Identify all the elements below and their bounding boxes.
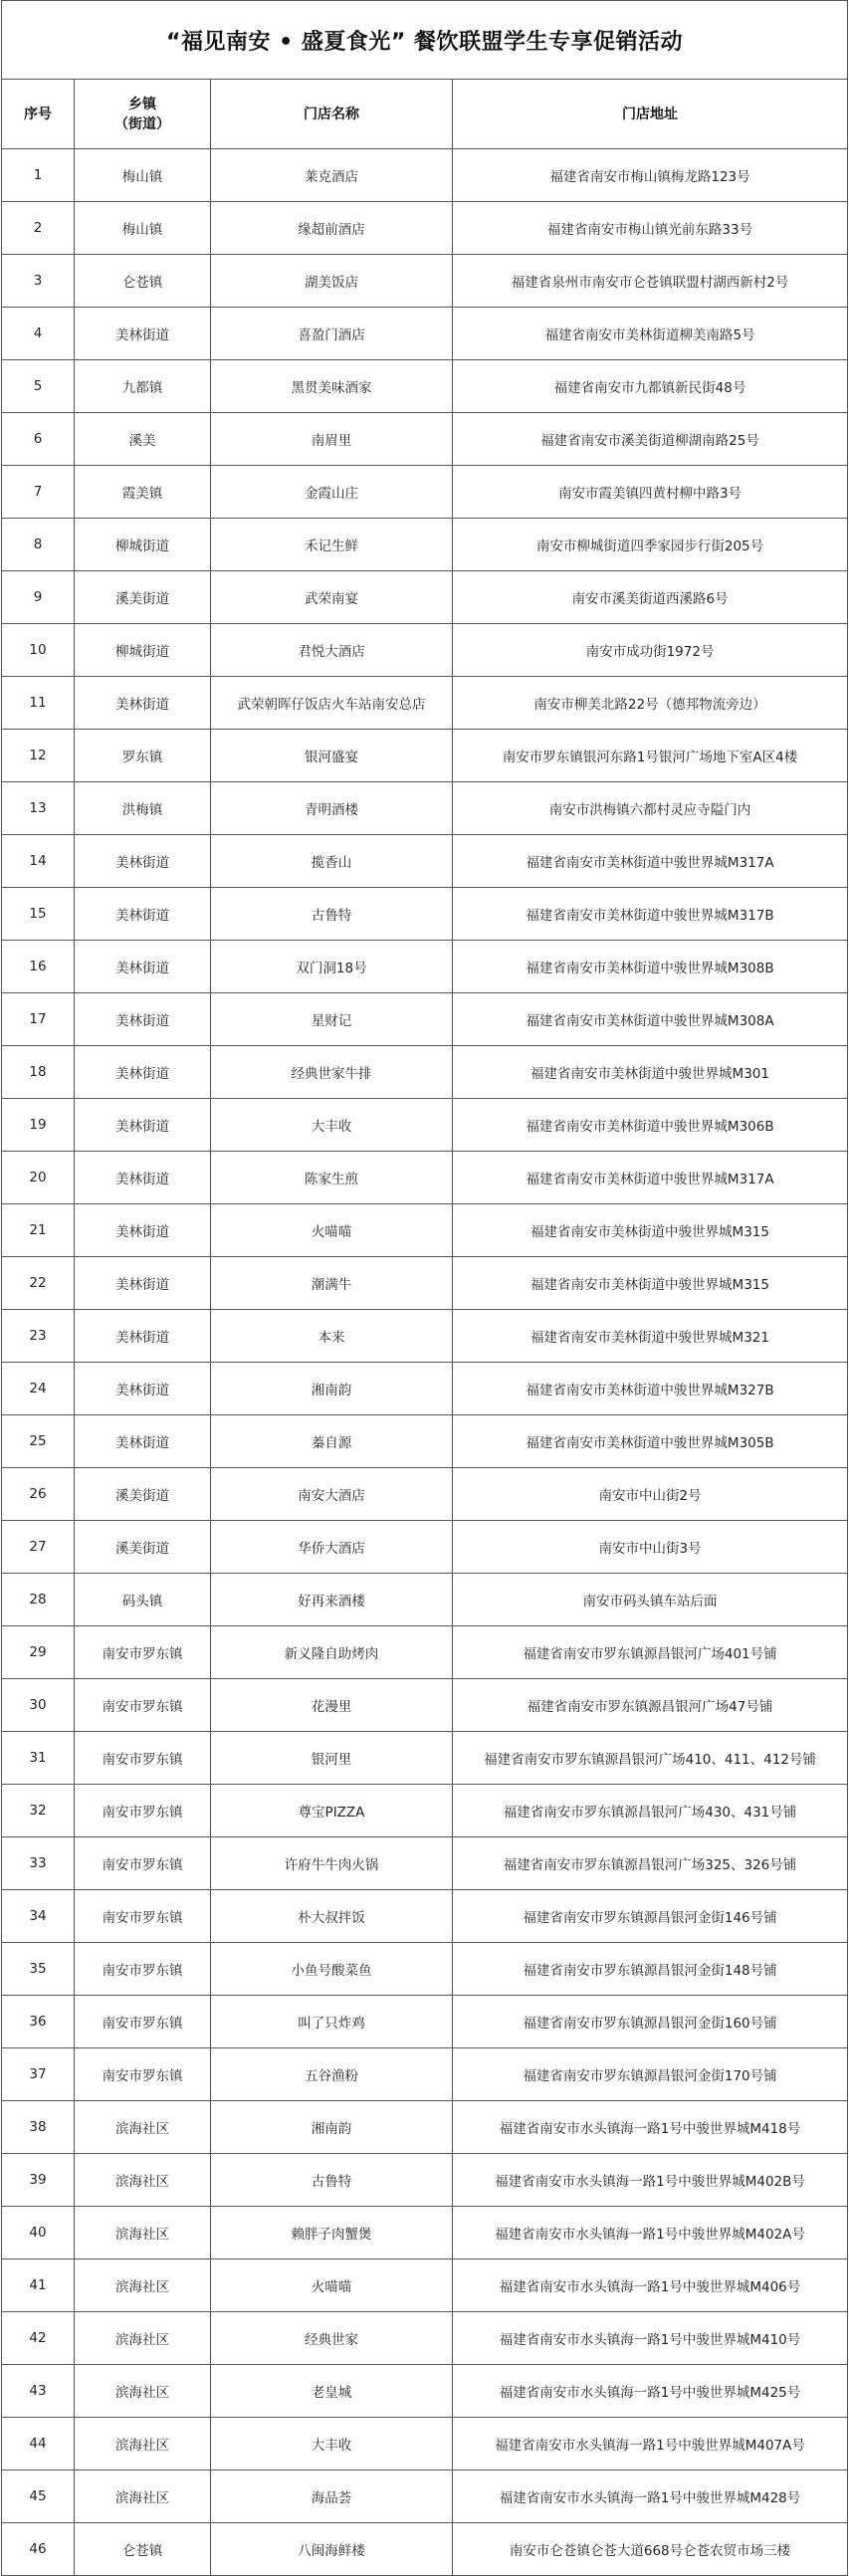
row-no: 20 bbox=[2, 1152, 75, 1204]
row-address: 福建省南安市罗东镇源昌银河金街148号铺 bbox=[453, 1943, 848, 1996]
row-address: 南安市柳城街道四季家园步行街205号 bbox=[453, 519, 848, 571]
row-town: 柳城街道 bbox=[75, 519, 211, 571]
row-shop-name: 赖胖子肉蟹煲 bbox=[211, 2207, 453, 2259]
row-town: 洪梅镇 bbox=[75, 782, 211, 835]
row-no: 23 bbox=[2, 1310, 75, 1363]
row-town: 溪美街道 bbox=[75, 571, 211, 624]
row-town: 美林街道 bbox=[75, 1363, 211, 1415]
row-shop-name: 许府牛牛肉火锅 bbox=[211, 1837, 453, 1890]
row-town: 滨海社区 bbox=[75, 2154, 211, 2207]
row-address: 福建省南安市罗东镇源昌银河金街170号铺 bbox=[453, 2048, 848, 2101]
table-row bbox=[2, 1204, 848, 1257]
row-town: 美林街道 bbox=[75, 993, 211, 1046]
table-row bbox=[2, 2312, 848, 2365]
table-row bbox=[2, 1046, 848, 1099]
row-address: 福建省南安市水头镇海一路1号中骏世界城M402A号 bbox=[453, 2207, 848, 2259]
table-row bbox=[2, 413, 848, 466]
row-no: 5 bbox=[2, 360, 75, 413]
row-no: 46 bbox=[2, 2523, 75, 2576]
row-address: 福建省南安市梅山镇光前东路33号 bbox=[453, 202, 848, 255]
table-row bbox=[2, 1152, 848, 1204]
row-no: 24 bbox=[2, 1363, 75, 1415]
table-row bbox=[2, 571, 848, 624]
row-address: 福建省南安市水头镇海一路1号中骏世界城M425号 bbox=[453, 2365, 848, 2418]
row-shop-name: 经典世家牛排 bbox=[211, 1046, 453, 1099]
row-address: 南安市中山街3号 bbox=[453, 1521, 848, 1574]
table-row bbox=[2, 993, 848, 1046]
row-address: 南安市洪梅镇六都村灵应寺隘门内 bbox=[453, 782, 848, 835]
row-address: 南安市溪美街道西溪路6号 bbox=[453, 571, 848, 624]
row-no: 18 bbox=[2, 1046, 75, 1099]
row-town: 美林街道 bbox=[75, 888, 211, 941]
row-address: 福建省南安市美林街道中骏世界城M317A bbox=[453, 835, 848, 888]
row-address: 福建省南安市罗东镇源昌银河广场430、431号铺 bbox=[453, 1785, 848, 1837]
row-address: 福建省南安市溪美街道柳湖南路25号 bbox=[453, 413, 848, 466]
row-town: 美林街道 bbox=[75, 1257, 211, 1310]
table-row bbox=[2, 2048, 848, 2101]
row-no: 2 bbox=[2, 202, 75, 255]
row-address: 福建省南安市水头镇海一路1号中骏世界城M402B号 bbox=[453, 2154, 848, 2207]
table-title: “福见南安 • 盛夏食光” 餐饮联盟学生专享促销活动 bbox=[2, 1, 848, 80]
row-town: 美林街道 bbox=[75, 1204, 211, 1257]
table-row bbox=[2, 1732, 848, 1785]
row-shop-name: 南安大酒店 bbox=[211, 1468, 453, 1521]
table-row bbox=[2, 1099, 848, 1152]
row-address: 福建省南安市梅山镇梅龙路123号 bbox=[453, 149, 848, 202]
row-shop-name: 金霞山庄 bbox=[211, 466, 453, 519]
row-town: 美林街道 bbox=[75, 1415, 211, 1468]
row-town: 滨海社区 bbox=[75, 2259, 211, 2312]
table-row bbox=[2, 149, 848, 202]
row-no: 38 bbox=[2, 2101, 75, 2154]
row-address: 福建省南安市罗东镇源昌银河金街146号铺 bbox=[453, 1890, 848, 1943]
row-shop-name: 古鲁特 bbox=[211, 2154, 453, 2207]
row-shop-name: 好再来酒楼 bbox=[211, 1574, 453, 1626]
row-shop-name: 叫了只炸鸡 bbox=[211, 1996, 453, 2048]
row-town: 仑苍镇 bbox=[75, 2523, 211, 2576]
row-no: 8 bbox=[2, 519, 75, 571]
row-shop-name: 经典世家 bbox=[211, 2312, 453, 2365]
row-shop-name: 武荣南宴 bbox=[211, 571, 453, 624]
row-town: 南安市罗东镇 bbox=[75, 1679, 211, 1732]
row-no: 21 bbox=[2, 1204, 75, 1257]
row-address: 福建省南安市美林街道中骏世界城M308B bbox=[453, 941, 848, 993]
row-shop-name: 尊宝PIZZA bbox=[211, 1785, 453, 1837]
row-address: 福建省南安市水头镇海一路1号中骏世界城M407A号 bbox=[453, 2418, 848, 2470]
row-shop-name: 银河里 bbox=[211, 1732, 453, 1785]
row-no: 11 bbox=[2, 677, 75, 730]
table-row bbox=[2, 202, 848, 255]
row-shop-name: 火喵喵 bbox=[211, 2259, 453, 2312]
row-shop-name: 湘南韵 bbox=[211, 1363, 453, 1415]
row-shop-name: 揽香山 bbox=[211, 835, 453, 888]
row-no: 41 bbox=[2, 2259, 75, 2312]
table-row bbox=[2, 2259, 848, 2312]
row-town: 美林街道 bbox=[75, 835, 211, 888]
row-town: 罗东镇 bbox=[75, 730, 211, 782]
table-row bbox=[2, 2154, 848, 2207]
row-address: 福建省南安市美林街道中骏世界城M301 bbox=[453, 1046, 848, 1099]
row-shop-name: 朴大叔拌饭 bbox=[211, 1890, 453, 1943]
row-shop-name: 大丰收 bbox=[211, 1099, 453, 1152]
row-address: 南安市码头镇车站后面 bbox=[453, 1574, 848, 1626]
row-address: 南安市中山街2号 bbox=[453, 1468, 848, 1521]
row-address: 福建省南安市九都镇新民街48号 bbox=[453, 360, 848, 413]
row-shop-name: 海品荟 bbox=[211, 2470, 453, 2523]
row-no: 35 bbox=[2, 1943, 75, 1996]
row-no: 34 bbox=[2, 1890, 75, 1943]
row-address: 南安市成功街1972号 bbox=[453, 624, 848, 677]
row-address: 福建省南安市水头镇海一路1号中骏世界城M406号 bbox=[453, 2259, 848, 2312]
table-row bbox=[2, 1943, 848, 1996]
row-no: 31 bbox=[2, 1732, 75, 1785]
table-row bbox=[2, 466, 848, 519]
table-row bbox=[2, 2207, 848, 2259]
row-no: 25 bbox=[2, 1415, 75, 1468]
row-shop-name: 花漫里 bbox=[211, 1679, 453, 1732]
row-address: 福建省南安市美林街道中骏世界城M315 bbox=[453, 1257, 848, 1310]
row-address: 福建省南安市罗东镇源昌银河金街160号铺 bbox=[453, 1996, 848, 2048]
header-row bbox=[2, 80, 848, 149]
row-town: 美林街道 bbox=[75, 1310, 211, 1363]
row-shop-name: 喜盈门酒店 bbox=[211, 308, 453, 360]
row-town: 滨海社区 bbox=[75, 2365, 211, 2418]
row-address: 福建省南安市罗东镇源昌银河广场47号铺 bbox=[453, 1679, 848, 1732]
row-shop-name: 新义隆自助烤肉 bbox=[211, 1626, 453, 1679]
row-town: 美林街道 bbox=[75, 1099, 211, 1152]
row-shop-name: 古鲁特 bbox=[211, 888, 453, 941]
row-no: 39 bbox=[2, 2154, 75, 2207]
row-address: 南安市罗东镇银河东路1号银河广场地下室A区4楼 bbox=[453, 730, 848, 782]
row-address: 福建省南安市美林街道中骏世界城M315 bbox=[453, 1204, 848, 1257]
row-no: 7 bbox=[2, 466, 75, 519]
row-address: 福建省南安市美林街道中骏世界城M327B bbox=[453, 1363, 848, 1415]
row-town: 溪美街道 bbox=[75, 1521, 211, 1574]
table-row bbox=[2, 1257, 848, 1310]
row-shop-name: 禾记生鲜 bbox=[211, 519, 453, 571]
row-no: 13 bbox=[2, 782, 75, 835]
table-row bbox=[2, 2523, 848, 2576]
table-row bbox=[2, 730, 848, 782]
row-address: 福建省南安市美林街道中骏世界城M306B bbox=[453, 1099, 848, 1152]
row-town: 南安市罗东镇 bbox=[75, 1732, 211, 1785]
table-row bbox=[2, 677, 848, 730]
table-row bbox=[2, 308, 848, 360]
table-row bbox=[2, 1310, 848, 1363]
row-no: 27 bbox=[2, 1521, 75, 1574]
row-shop-name: 湖美饭店 bbox=[211, 255, 453, 308]
row-shop-name: 星财记 bbox=[211, 993, 453, 1046]
table-row bbox=[2, 888, 848, 941]
row-shop-name: 君悦大酒店 bbox=[211, 624, 453, 677]
row-shop-name: 武荣朝晖仔饭店火车站南安总店 bbox=[211, 677, 453, 730]
row-shop-name: 银河盛宴 bbox=[211, 730, 453, 782]
row-no: 6 bbox=[2, 413, 75, 466]
header-town-line1: 乡镇 bbox=[128, 96, 156, 112]
row-address: 福建省南安市美林街道中骏世界城M308A bbox=[453, 993, 848, 1046]
row-address: 福建省南安市罗东镇源昌银河广场325、326号铺 bbox=[453, 1837, 848, 1890]
row-address: 福建省南安市罗东镇源昌银河广场401号铺 bbox=[453, 1626, 848, 1679]
table-row bbox=[2, 1890, 848, 1943]
header-town bbox=[75, 80, 211, 149]
row-no: 42 bbox=[2, 2312, 75, 2365]
table-row bbox=[2, 1574, 848, 1626]
row-address: 福建省南安市美林街道柳美南路5号 bbox=[453, 308, 848, 360]
row-no: 9 bbox=[2, 571, 75, 624]
row-no: 43 bbox=[2, 2365, 75, 2418]
row-no: 15 bbox=[2, 888, 75, 941]
row-town: 美林街道 bbox=[75, 941, 211, 993]
row-town: 溪美街道 bbox=[75, 1468, 211, 1521]
row-no: 1 bbox=[2, 149, 75, 202]
row-town: 柳城街道 bbox=[75, 624, 211, 677]
row-town: 美林街道 bbox=[75, 1152, 211, 1204]
row-no: 33 bbox=[2, 1837, 75, 1890]
row-town: 南安市罗东镇 bbox=[75, 1837, 211, 1890]
header-shop: 门店名称 bbox=[211, 80, 453, 149]
row-town: 霞美镇 bbox=[75, 466, 211, 519]
table-row bbox=[2, 1679, 848, 1732]
row-no: 30 bbox=[2, 1679, 75, 1732]
row-town: 南安市罗东镇 bbox=[75, 1943, 211, 1996]
row-town: 南安市罗东镇 bbox=[75, 1890, 211, 1943]
row-town: 梅山镇 bbox=[75, 202, 211, 255]
row-town: 九都镇 bbox=[75, 360, 211, 413]
table-row bbox=[2, 1468, 848, 1521]
row-address: 南安市仑苍镇仑苍大道668号仑苍农贸市场三楼 bbox=[453, 2523, 848, 2576]
row-town: 南安市罗东镇 bbox=[75, 1626, 211, 1679]
row-no: 36 bbox=[2, 1996, 75, 2048]
row-no: 10 bbox=[2, 624, 75, 677]
row-town: 溪美 bbox=[75, 413, 211, 466]
row-town: 滨海社区 bbox=[75, 2312, 211, 2365]
row-no: 14 bbox=[2, 835, 75, 888]
row-shop-name: 双门洞18号 bbox=[211, 941, 453, 993]
row-town: 码头镇 bbox=[75, 1574, 211, 1626]
table-row bbox=[2, 624, 848, 677]
row-town: 滨海社区 bbox=[75, 2207, 211, 2259]
row-town: 滨海社区 bbox=[75, 2101, 211, 2154]
row-no: 26 bbox=[2, 1468, 75, 1521]
header-address: 门店地址 bbox=[453, 80, 848, 149]
table-row bbox=[2, 1521, 848, 1574]
row-address: 福建省南安市罗东镇源昌银河广场410、411、412号铺 bbox=[453, 1732, 848, 1785]
row-no: 44 bbox=[2, 2418, 75, 2470]
row-no: 40 bbox=[2, 2207, 75, 2259]
row-town: 美林街道 bbox=[75, 308, 211, 360]
row-shop-name: 青明酒楼 bbox=[211, 782, 453, 835]
row-address: 南安市柳美北路22号（德邦物流旁边） bbox=[453, 677, 848, 730]
row-town: 南安市罗东镇 bbox=[75, 1785, 211, 1837]
row-address: 福建省南安市美林街道中骏世界城M317A bbox=[453, 1152, 848, 1204]
row-shop-name: 大丰收 bbox=[211, 2418, 453, 2470]
table-body bbox=[2, 149, 848, 2576]
row-no: 4 bbox=[2, 308, 75, 360]
row-town: 南安市罗东镇 bbox=[75, 2048, 211, 2101]
table-row bbox=[2, 255, 848, 308]
table-row bbox=[2, 1996, 848, 2048]
row-no: 32 bbox=[2, 1785, 75, 1837]
row-shop-name: 华侨大酒店 bbox=[211, 1521, 453, 1574]
table-row bbox=[2, 519, 848, 571]
row-shop-name: 小鱼号酸菜鱼 bbox=[211, 1943, 453, 1996]
table-row bbox=[2, 1837, 848, 1890]
table-row bbox=[2, 360, 848, 413]
row-shop-name: 老皇城 bbox=[211, 2365, 453, 2418]
row-address: 福建省南安市水头镇海一路1号中骏世界城M418号 bbox=[453, 2101, 848, 2154]
row-shop-name: 莱克酒店 bbox=[211, 149, 453, 202]
row-shop-name: 八闽海鲜楼 bbox=[211, 2523, 453, 2576]
row-no: 22 bbox=[2, 1257, 75, 1310]
row-address: 福建省南安市水头镇海一路1号中骏世界城M428号 bbox=[453, 2470, 848, 2523]
row-no: 16 bbox=[2, 941, 75, 993]
table-row bbox=[2, 1785, 848, 1837]
row-no: 29 bbox=[2, 1626, 75, 1679]
table-row bbox=[2, 1415, 848, 1468]
table-row bbox=[2, 2101, 848, 2154]
row-shop-name: 陈家生煎 bbox=[211, 1152, 453, 1204]
row-no: 3 bbox=[2, 255, 75, 308]
row-address: 福建省南安市美林街道中骏世界城M305B bbox=[453, 1415, 848, 1468]
row-shop-name: 南眉里 bbox=[211, 413, 453, 466]
table-row bbox=[2, 2418, 848, 2470]
row-shop-name: 缘超前酒店 bbox=[211, 202, 453, 255]
row-no: 45 bbox=[2, 2470, 75, 2523]
table-row bbox=[2, 1363, 848, 1415]
row-shop-name: 本来 bbox=[211, 1310, 453, 1363]
table-row bbox=[2, 2470, 848, 2523]
row-shop-name: 火喵喵 bbox=[211, 1204, 453, 1257]
row-no: 17 bbox=[2, 993, 75, 1046]
row-shop-name: 湘南韵 bbox=[211, 2101, 453, 2154]
row-no: 37 bbox=[2, 2048, 75, 2101]
table-row bbox=[2, 941, 848, 993]
table-row bbox=[2, 2365, 848, 2418]
row-town: 梅山镇 bbox=[75, 149, 211, 202]
promotion-table-container bbox=[1, 0, 847, 2576]
table-row bbox=[2, 1626, 848, 1679]
header-town-line2: （街道） bbox=[114, 115, 170, 132]
row-town: 南安市罗东镇 bbox=[75, 1996, 211, 2048]
row-town: 滨海社区 bbox=[75, 2418, 211, 2470]
row-address: 福建省南安市水头镇海一路1号中骏世界城M410号 bbox=[453, 2312, 848, 2365]
row-address: 福建省泉州市南安市仑苍镇联盟村湖西新村2号 bbox=[453, 255, 848, 308]
table-row bbox=[2, 782, 848, 835]
header-no: 序号 bbox=[2, 80, 75, 149]
promotion-table bbox=[1, 0, 848, 2576]
row-town: 美林街道 bbox=[75, 1046, 211, 1099]
row-shop-name: 潮满牛 bbox=[211, 1257, 453, 1310]
row-town: 美林街道 bbox=[75, 677, 211, 730]
row-address: 福建省南安市美林街道中骏世界城M317B bbox=[453, 888, 848, 941]
row-no: 12 bbox=[2, 730, 75, 782]
row-address: 福建省南安市美林街道中骏世界城M321 bbox=[453, 1310, 848, 1363]
row-address: 南安市霞美镇四黄村柳中路3号 bbox=[453, 466, 848, 519]
row-no: 19 bbox=[2, 1099, 75, 1152]
row-shop-name: 五谷渔粉 bbox=[211, 2048, 453, 2101]
row-shop-name: 蓁自源 bbox=[211, 1415, 453, 1468]
table-row bbox=[2, 835, 848, 888]
row-town: 仑苍镇 bbox=[75, 255, 211, 308]
row-town: 滨海社区 bbox=[75, 2470, 211, 2523]
row-no: 28 bbox=[2, 1574, 75, 1626]
row-shop-name: 黑贯美味酒家 bbox=[211, 360, 453, 413]
